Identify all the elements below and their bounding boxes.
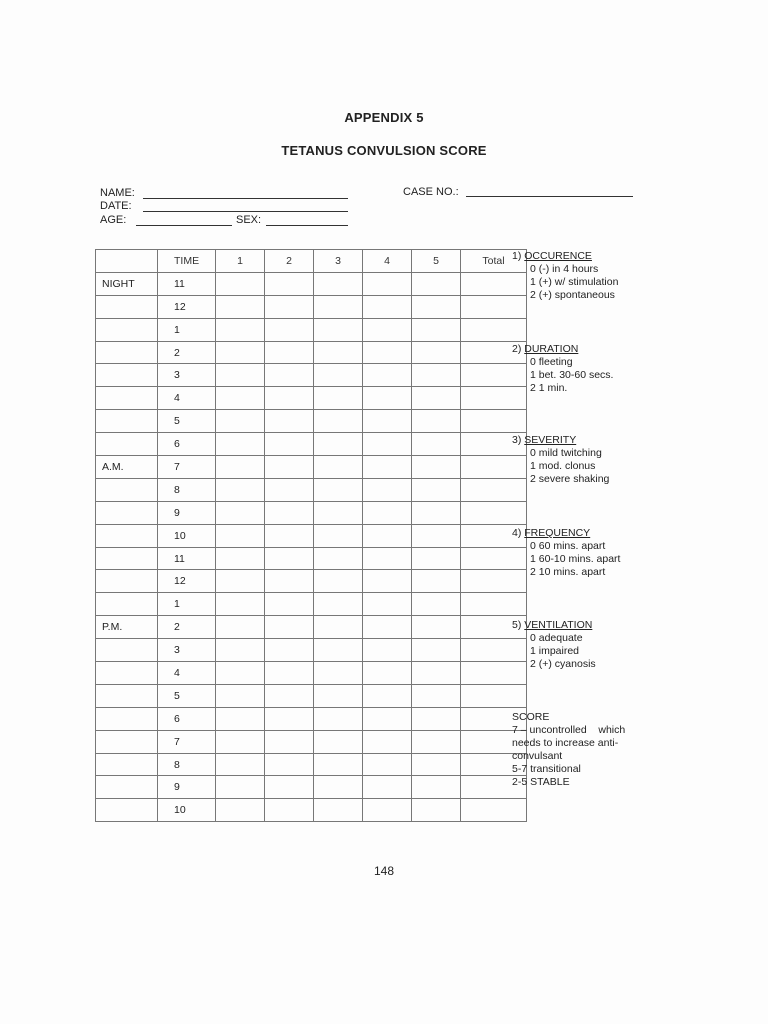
period-cell	[96, 684, 158, 707]
score-cell-5[interactable]	[412, 364, 461, 387]
score-cell-2[interactable]	[265, 501, 314, 524]
period-cell	[96, 524, 158, 547]
time-cell: 2	[158, 616, 216, 639]
period-cell	[96, 662, 158, 685]
table-row	[96, 364, 527, 387]
time-cell: 7	[158, 456, 216, 479]
name-field[interactable]	[143, 198, 348, 199]
score-cell-5[interactable]	[412, 318, 461, 341]
score-cell-2[interactable]	[265, 341, 314, 364]
score-cell-4[interactable]	[363, 547, 412, 570]
score-cell-1[interactable]	[216, 364, 265, 387]
time-cell: 5	[158, 684, 216, 707]
score-cell-5[interactable]	[412, 524, 461, 547]
legend-option: 1 impaired	[530, 645, 580, 657]
score-cell-1[interactable]	[216, 501, 265, 524]
score-cell-1[interactable]	[216, 341, 265, 364]
score-cell-1[interactable]	[216, 684, 265, 707]
time-cell: 4	[158, 662, 216, 685]
header-3: 3	[314, 250, 363, 273]
time-cell: 4	[158, 387, 216, 410]
period-cell	[96, 639, 158, 662]
score-cell-1[interactable]	[216, 639, 265, 662]
score-cell-1[interactable]	[216, 524, 265, 547]
score-cell-3[interactable]	[314, 707, 363, 730]
score-cell-2[interactable]	[265, 410, 314, 433]
legend-category: FREQUENCY	[524, 527, 591, 539]
score-cell-1[interactable]	[216, 478, 265, 501]
header-1: 1	[216, 250, 265, 273]
legend-duration	[512, 343, 613, 395]
table-row	[96, 662, 527, 685]
score-cell-3[interactable]	[314, 776, 363, 799]
score-cell-5[interactable]	[412, 799, 461, 822]
period-cell	[96, 753, 158, 776]
score-cell-3[interactable]	[314, 318, 363, 341]
period-header-cell	[96, 250, 158, 273]
score-cell-5[interactable]	[412, 456, 461, 479]
score-cell-3[interactable]	[314, 662, 363, 685]
score-cell-3[interactable]	[314, 410, 363, 433]
score-cell-4[interactable]	[363, 272, 412, 295]
score-cell-1[interactable]	[216, 456, 265, 479]
score-cell-4[interactable]	[363, 730, 412, 753]
table-row	[96, 524, 527, 547]
score-cell-3[interactable]	[314, 387, 363, 410]
score-cell-3[interactable]	[314, 456, 363, 479]
score-cell-1[interactable]	[216, 410, 265, 433]
score-cell-1[interactable]	[216, 730, 265, 753]
score-interpretation	[512, 711, 642, 789]
score-cell-2[interactable]	[265, 662, 314, 685]
score-cell-4[interactable]	[363, 662, 412, 685]
date-field[interactable]	[143, 211, 348, 212]
score-cell-3[interactable]	[314, 799, 363, 822]
table-row	[96, 776, 527, 799]
legend-option: 0 (-) in 4 hours	[530, 263, 599, 275]
sex-label: SEX:	[236, 214, 262, 226]
table-row	[96, 318, 527, 341]
score-cell-2[interactable]	[265, 364, 314, 387]
table-row	[96, 684, 527, 707]
period-cell	[96, 776, 158, 799]
score-line: 5-7 transitional	[512, 763, 581, 775]
time-cell: 9	[158, 501, 216, 524]
legend-option: 2 (+) spontaneous	[530, 289, 615, 301]
score-cell-5[interactable]	[412, 501, 461, 524]
legend-option: 2 severe shaking	[530, 473, 610, 485]
period-cell: NIGHT	[96, 272, 158, 295]
score-cell-4[interactable]	[363, 524, 412, 547]
table-row	[96, 593, 527, 616]
score-cell-2[interactable]	[265, 799, 314, 822]
score-cell-5[interactable]	[412, 639, 461, 662]
legend-ventilation	[512, 619, 596, 671]
score-line: needs to increase anti-	[512, 737, 619, 749]
score-cell-1[interactable]	[216, 799, 265, 822]
score-cell-5[interactable]	[412, 753, 461, 776]
table-row	[96, 341, 527, 364]
time-cell: 7	[158, 730, 216, 753]
total-cell[interactable]	[461, 684, 527, 707]
legend-option: 2 (+) cyanosis	[530, 658, 596, 670]
score-cell-5[interactable]	[412, 547, 461, 570]
score-line: 2-5 STABLE	[512, 776, 570, 788]
score-cell-4[interactable]	[363, 639, 412, 662]
score-cell-3[interactable]	[314, 433, 363, 456]
time-cell: 6	[158, 433, 216, 456]
total-cell[interactable]	[461, 799, 527, 822]
score-cell-3[interactable]	[314, 570, 363, 593]
legend-number: 5)	[512, 619, 522, 631]
score-cell-3[interactable]	[314, 730, 363, 753]
time-cell: 12	[158, 295, 216, 318]
page-number: 148	[373, 864, 395, 878]
table-row	[96, 707, 527, 730]
time-cell: 6	[158, 707, 216, 730]
sex-field[interactable]	[266, 225, 348, 226]
time-cell: 8	[158, 478, 216, 501]
period-cell	[96, 364, 158, 387]
period-cell	[96, 341, 158, 364]
period-cell	[96, 478, 158, 501]
score-cell-4[interactable]	[363, 684, 412, 707]
convulsion-score-table	[95, 249, 527, 822]
period-cell	[96, 501, 158, 524]
total-cell[interactable]	[461, 318, 527, 341]
legend-option: 0 fleeting	[530, 356, 573, 368]
score-cell-4[interactable]	[363, 593, 412, 616]
score-cell-1[interactable]	[216, 272, 265, 295]
score-cell-2[interactable]	[265, 730, 314, 753]
score-cell-4[interactable]	[363, 799, 412, 822]
score-cell-4[interactable]	[363, 456, 412, 479]
legend-option: 0 adequate	[530, 632, 583, 644]
period-cell	[96, 730, 158, 753]
period-cell	[96, 318, 158, 341]
table-row	[96, 616, 527, 639]
total-cell[interactable]	[461, 501, 527, 524]
score-cell-4[interactable]	[363, 410, 412, 433]
score-cell-1[interactable]	[216, 295, 265, 318]
score-cell-2[interactable]	[265, 295, 314, 318]
score-cell-3[interactable]	[314, 295, 363, 318]
legend-option: 0 mild twitching	[530, 447, 602, 459]
score-cell-5[interactable]	[412, 776, 461, 799]
table-row	[96, 753, 527, 776]
score-cell-5[interactable]	[412, 662, 461, 685]
time-cell: 11	[158, 272, 216, 295]
score-cell-2[interactable]	[265, 387, 314, 410]
score-cell-2[interactable]	[265, 684, 314, 707]
score-cell-4[interactable]	[363, 616, 412, 639]
legend-category: SEVERITY	[524, 434, 577, 446]
period-cell	[96, 799, 158, 822]
time-cell: 10	[158, 524, 216, 547]
table-row	[96, 478, 527, 501]
score-line: convulsant	[512, 750, 563, 762]
score-cell-4[interactable]	[363, 364, 412, 387]
period-cell	[96, 410, 158, 433]
table-row	[96, 433, 527, 456]
score-cell-3[interactable]	[314, 616, 363, 639]
table-row	[96, 410, 527, 433]
header-2: 2	[265, 250, 314, 273]
legend-occurence	[512, 250, 618, 302]
case-no-field[interactable]	[466, 196, 633, 197]
legend-option: 1 mod. clonus	[530, 460, 596, 472]
score-cell-3[interactable]	[314, 501, 363, 524]
legend-option: 1 60-10 mins. apart	[530, 553, 621, 565]
period-cell: P.M.	[96, 616, 158, 639]
table-row	[96, 501, 527, 524]
time-cell: 1	[158, 318, 216, 341]
period-cell	[96, 387, 158, 410]
legend-category: OCCURENCE	[524, 250, 592, 262]
table-row	[96, 387, 527, 410]
score-cell-4[interactable]	[363, 570, 412, 593]
header-4: 4	[363, 250, 412, 273]
score-cell-2[interactable]	[265, 272, 314, 295]
time-cell: 1	[158, 593, 216, 616]
score-cell-3[interactable]	[314, 593, 363, 616]
age-field[interactable]	[136, 225, 232, 226]
score-cell-1[interactable]	[216, 547, 265, 570]
date-label: DATE:	[100, 200, 132, 212]
table-row	[96, 456, 527, 479]
header-total: Total	[461, 250, 527, 273]
score-cell-2[interactable]	[265, 707, 314, 730]
period-cell	[96, 707, 158, 730]
period-cell	[96, 433, 158, 456]
score-cell-3[interactable]	[314, 524, 363, 547]
score-cell-2[interactable]	[265, 593, 314, 616]
appendix-heading: APPENDIX 5	[344, 110, 424, 125]
time-cell: 2	[158, 341, 216, 364]
legend-frequency	[512, 527, 620, 579]
score-cell-1[interactable]	[216, 753, 265, 776]
score-cell-5[interactable]	[412, 387, 461, 410]
time-cell: 12	[158, 570, 216, 593]
legend-number: 2)	[512, 343, 522, 355]
table-row	[96, 547, 527, 570]
legend-option: 1 (+) w/ stimulation	[530, 276, 619, 288]
score-cell-3[interactable]	[314, 341, 363, 364]
score-cell-4[interactable]	[363, 501, 412, 524]
score-cell-5[interactable]	[412, 593, 461, 616]
table-row	[96, 639, 527, 662]
score-cell-5[interactable]	[412, 570, 461, 593]
score-cell-1[interactable]	[216, 776, 265, 799]
time-cell: 3	[158, 364, 216, 387]
legend-number: 4)	[512, 527, 522, 539]
score-cell-3[interactable]	[314, 639, 363, 662]
score-cell-2[interactable]	[265, 616, 314, 639]
score-cell-1[interactable]	[216, 662, 265, 685]
score-cell-2[interactable]	[265, 433, 314, 456]
table-row	[96, 799, 527, 822]
score-cell-5[interactable]	[412, 684, 461, 707]
legend-option: 1 bet. 30-60 secs.	[530, 369, 614, 381]
score-cell-5[interactable]	[412, 295, 461, 318]
score-cell-5[interactable]	[412, 616, 461, 639]
score-cell-3[interactable]	[314, 272, 363, 295]
score-cell-5[interactable]	[412, 730, 461, 753]
score-cell-1[interactable]	[216, 318, 265, 341]
score-cell-2[interactable]	[265, 753, 314, 776]
score-cell-5[interactable]	[412, 707, 461, 730]
score-cell-3[interactable]	[314, 364, 363, 387]
score-line: 7 – uncontrolled which	[512, 724, 626, 736]
header-time: TIME	[158, 250, 216, 273]
score-cell-4[interactable]	[363, 478, 412, 501]
score-cell-2[interactable]	[265, 639, 314, 662]
score-cell-2[interactable]	[265, 570, 314, 593]
score-cell-5[interactable]	[412, 410, 461, 433]
score-cell-1[interactable]	[216, 593, 265, 616]
score-cell-5[interactable]	[412, 433, 461, 456]
score-cell-4[interactable]	[363, 776, 412, 799]
period-cell	[96, 547, 158, 570]
score-cell-4[interactable]	[363, 753, 412, 776]
score-cell-4[interactable]	[363, 295, 412, 318]
time-cell: 3	[158, 639, 216, 662]
period-cell: A.M.	[96, 456, 158, 479]
period-cell	[96, 570, 158, 593]
time-cell: 10	[158, 799, 216, 822]
header-5: 5	[412, 250, 461, 273]
score-cell-2[interactable]	[265, 318, 314, 341]
legend-number: 3)	[512, 434, 522, 446]
score-cell-1[interactable]	[216, 570, 265, 593]
score-cell-5[interactable]	[412, 478, 461, 501]
table-row	[96, 272, 527, 295]
score-heading: SCORE	[512, 711, 550, 723]
score-cell-4[interactable]	[363, 341, 412, 364]
table-header-row	[96, 250, 527, 273]
time-cell: 5	[158, 410, 216, 433]
score-cell-3[interactable]	[314, 478, 363, 501]
score-cell-2[interactable]	[265, 776, 314, 799]
table-row	[96, 730, 527, 753]
score-cell-1[interactable]	[216, 387, 265, 410]
table-row	[96, 570, 527, 593]
legend-category: VENTILATION	[524, 619, 593, 631]
score-cell-5[interactable]	[412, 341, 461, 364]
score-cell-4[interactable]	[363, 318, 412, 341]
name-label: NAME:	[100, 187, 135, 199]
age-label: AGE:	[100, 214, 127, 226]
score-cell-5[interactable]	[412, 272, 461, 295]
score-cell-2[interactable]	[265, 456, 314, 479]
case-no-label: CASE NO.:	[403, 186, 459, 198]
score-cell-1[interactable]	[216, 616, 265, 639]
score-cell-4[interactable]	[363, 707, 412, 730]
score-cell-2[interactable]	[265, 478, 314, 501]
score-cell-3[interactable]	[314, 684, 363, 707]
time-cell: 9	[158, 776, 216, 799]
period-cell	[96, 593, 158, 616]
legend-option: 0 60 mins. apart	[530, 540, 606, 552]
time-cell: 8	[158, 753, 216, 776]
score-cell-4[interactable]	[363, 387, 412, 410]
legend-number: 1)	[512, 250, 522, 262]
score-cell-2[interactable]	[265, 547, 314, 570]
legend-option: 2 10 mins. apart	[530, 566, 606, 578]
score-cell-3[interactable]	[314, 547, 363, 570]
score-cell-1[interactable]	[216, 707, 265, 730]
table-row	[96, 295, 527, 318]
legend-severity	[512, 434, 609, 486]
total-cell[interactable]	[461, 410, 527, 433]
score-cell-4[interactable]	[363, 433, 412, 456]
form-title: TETANUS CONVULSION SCORE	[281, 143, 487, 158]
legend-option: 2 1 min.	[530, 382, 568, 394]
score-cell-1[interactable]	[216, 433, 265, 456]
legend-category: DURATION	[524, 343, 579, 355]
total-cell[interactable]	[461, 593, 527, 616]
score-cell-3[interactable]	[314, 753, 363, 776]
period-cell	[96, 295, 158, 318]
score-cell-2[interactable]	[265, 524, 314, 547]
time-cell: 11	[158, 547, 216, 570]
